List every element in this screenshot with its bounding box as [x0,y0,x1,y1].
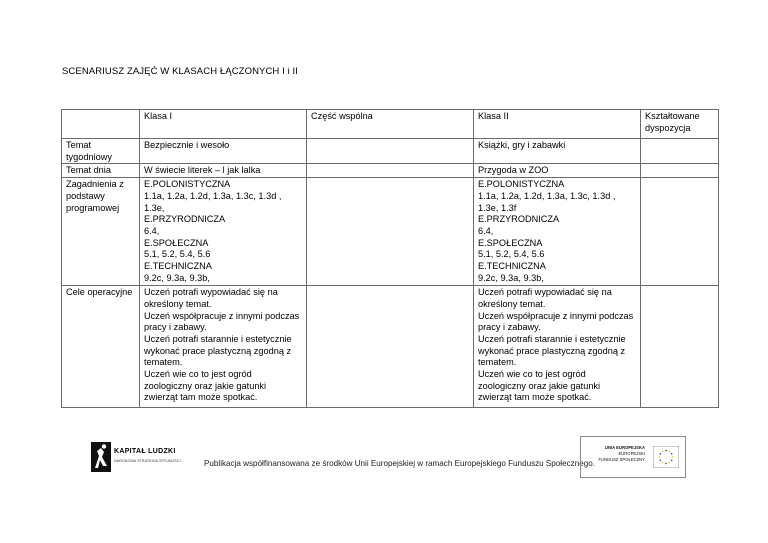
cell-line: Uczeń współpracuje z innymi podczas [478,310,634,321]
eu-logo [580,436,686,478]
cell-line: E.SPOŁECZNA [144,237,209,248]
cell-line: wykonać prace plastyczną zgodną z [478,345,626,356]
cell-line: Uczeń potrafi starannie i estetycznie [478,333,626,344]
publication-note: Publikacja współfinansowana ze środków Unii Europejskiej w ramach Europejskiego Funduszu Społecznego. [204,459,595,468]
cell-line: zoologiczny oraz jakie gatunki [144,380,267,391]
cell-line: pracy i zabawy. [144,322,207,333]
cell-line: W świecie literek – l jak lalka [144,165,261,176]
eu-star-icon [668,462,670,464]
cell-line: E.PRZYRODNICZA [478,214,560,225]
kapital-ludzki-name: KAPITAŁ LUDZKI [114,448,176,455]
cell-klasa1 [140,178,307,286]
cell-line: E.PRZYRODNICZA [144,214,226,225]
eu-logo-line2: EUROPEJSKI [618,451,645,456]
kapital-ludzki-logo [91,442,191,472]
cell-line: Uczeń współpracuje z innymi podczas [144,310,300,321]
cell-wspolna [307,139,474,164]
cell-line: E.POLONISTYCZNA [144,179,231,190]
cell-klasa2 [474,139,641,164]
eu-star-icon [671,459,673,461]
eu-star-icon [672,456,674,458]
cell-line: Uczeń wie co to jest ogród [478,369,586,380]
cell-line: określony temat. [478,298,546,309]
kapital-ludzki-emblem-icon [91,442,111,472]
cell-wspolna [307,178,474,286]
table-row [62,286,719,408]
header-cell-klasa1: Klasa I [140,110,307,139]
cell-line: Uczeń potrafi starannie i estetycznie [144,333,292,344]
cell-dyspozycja [641,178,719,286]
cell-line: 6.4, [478,225,494,236]
row-label: Zagadnienia z podstawy programowej [62,178,140,286]
eu-flag-icon [653,446,679,468]
row-label: Cele operacyjne [62,286,140,408]
cell-line: 1.3e, [144,202,165,213]
cell-line: E.POLONISTYCZNA [478,179,565,190]
eu-star-icon [660,459,662,461]
cell-line: zwierząt tam może spotkać. [478,392,592,403]
footer [0,430,768,490]
cell-line: tematem. [144,357,183,368]
header-cell-label [62,110,140,139]
cell-dyspozycja [641,139,719,164]
cell-klasa2 [474,178,641,286]
eu-star-icon [660,453,662,455]
eu-logo-text [589,445,645,463]
cell-line: 5.1, 5.2, 5.4, 5.6 [478,249,545,260]
cell-line: 5.1, 5.2, 5.4, 5.6 [144,249,211,260]
cell-line: Książki, gry i zabawki [478,140,566,150]
cell-line: 9.2c, 9.3a, 9.3b, [144,272,210,283]
cell-line: tematem. [478,357,517,368]
lesson-plan-table [61,109,719,408]
table-header-row [62,110,719,139]
cell-wspolna [307,286,474,408]
cell-klasa1 [140,286,307,408]
cell-line: 1.1a, 1.2a, 1.2d, 1.3a, 1.3c, 1.3d , [478,190,616,201]
cell-klasa1 [140,139,307,164]
eu-logo-line3: FUNDUSZ SPOŁECZNY [598,457,645,462]
table-row [62,164,719,178]
table-row [62,139,719,164]
eu-star-icon [668,451,670,453]
header-cell-klasa2: Klasa II [474,110,641,139]
cell-line: 6.4, [144,225,160,236]
row-label: Temat dnia [62,164,140,178]
eu-logo-line1: UNIA EUROPEJSKA [604,445,645,450]
kapital-ludzki-subtitle: NARODOWA STRATEGIA SPÓJNOŚCI [114,459,181,463]
cell-line: określony temat. [144,298,212,309]
cell-klasa2 [474,164,641,178]
eu-star-icon [671,453,673,455]
header-cell-dyspozycja: Kształtowane dyspozycja [641,110,719,139]
cell-klasa1 [140,164,307,178]
cell-line: 9.2c, 9.3a, 9.3b, [478,272,544,283]
cell-wspolna [307,164,474,178]
cell-line: Uczeń potrafi wypowiadać się na [478,287,612,298]
cell-line: pracy i zabawy. [478,322,541,333]
cell-line: 1.1a, 1.2a, 1.2d, 1.3a, 1.3c, 1.3d , [144,190,282,201]
cell-line: E.SPOŁECZNA [478,237,543,248]
cell-line: zoologiczny oraz jakie gatunki [478,380,601,391]
cell-line: E.TECHNICZNA [144,261,212,272]
cell-line: Uczeń wie co to jest ogród [144,369,252,380]
cell-klasa2 [474,286,641,408]
cell-dyspozycja [641,286,719,408]
eu-star-icon [662,462,664,464]
cell-dyspozycja [641,164,719,178]
cell-line: 1.3e, 1.3f [478,202,517,213]
header-cell-wspolna: Część wspólna [307,110,474,139]
row-label: Temat tygodniowy [62,139,140,164]
eu-star-icon [659,456,661,458]
cell-line: Przygoda w ZOO [478,165,549,176]
eu-star-icon [662,451,664,453]
cell-line: E.TECHNICZNA [478,261,546,272]
cell-line: wykonać prace plastyczną zgodną z [144,345,292,356]
document-title: SCENARIUSZ ZAJĘĆ W KLASACH ŁĄCZONYCH I i II [62,66,299,77]
cell-line: zwierząt tam może spotkać. [144,392,258,403]
cell-line: Uczeń potrafi wypowiadać się na [144,287,278,298]
eu-star-icon [665,450,667,452]
cell-line: Bezpiecznie i wesoło [144,140,230,150]
eu-star-icon [665,463,667,465]
table-row [62,178,719,286]
